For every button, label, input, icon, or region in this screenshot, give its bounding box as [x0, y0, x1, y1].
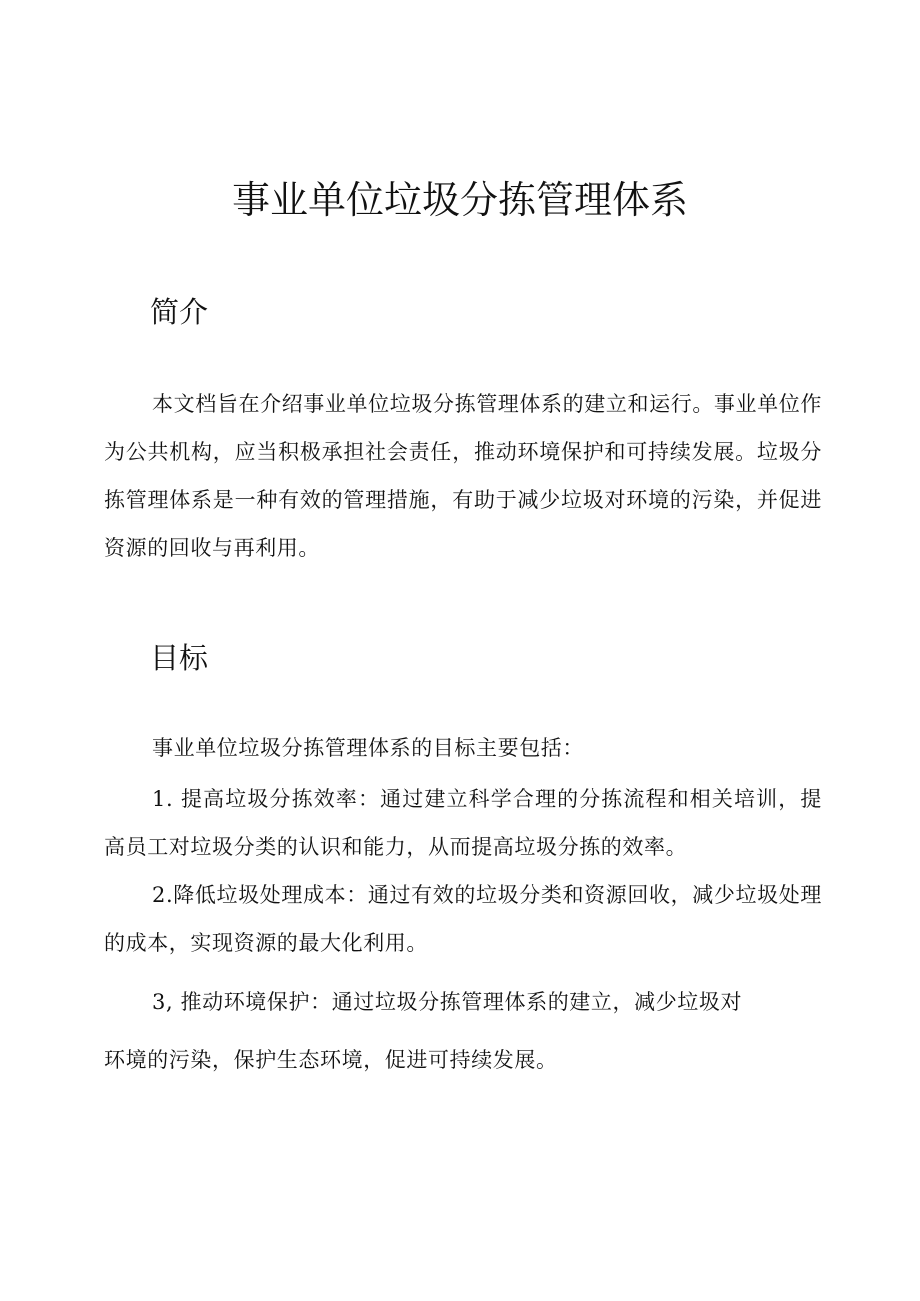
goal-item-1: 1. 提高垃圾分拣效率：通过建立科学合理的分拣流程和相关培训，提高员工对垃圾分类的认识和能力，从而提高垃圾分拣的效率。 [104, 787, 822, 859]
goal-item-2: 2.降低垃圾处理成本：通过有效的垃圾分类和资源回收，减少垃圾处理的成本，实现资源的最大化利用。 [104, 883, 822, 955]
goals-intro: 事业单位垃圾分拣管理体系的目标主要包括： [152, 736, 584, 760]
section-heading-intro: 简介 [150, 295, 209, 329]
section-heading-goals: 目标 [150, 641, 209, 675]
intro-paragraph: 本文档旨在介绍事业单位垃圾分拣管理体系的建立和运行。事业单位作为公共机构，应当积极承担社会责任，推动环境保护和可持续发展。垃圾分拣管理体系是一种有效的管理措施，有助于减少垃圾对环境的污染，并促进资源的回收与再利用。 [104, 392, 822, 560]
goal-item-3-line-2: 环境的污染，保护生态环境，促进可持续发展。 [104, 1048, 558, 1072]
goal-item-3-line-1: 3, 推动环境保护：通过垃圾分拣管理体系的建立，减少垃圾对 [152, 990, 743, 1014]
document-title: 事业单位垃圾分拣管理体系 [231, 178, 688, 222]
